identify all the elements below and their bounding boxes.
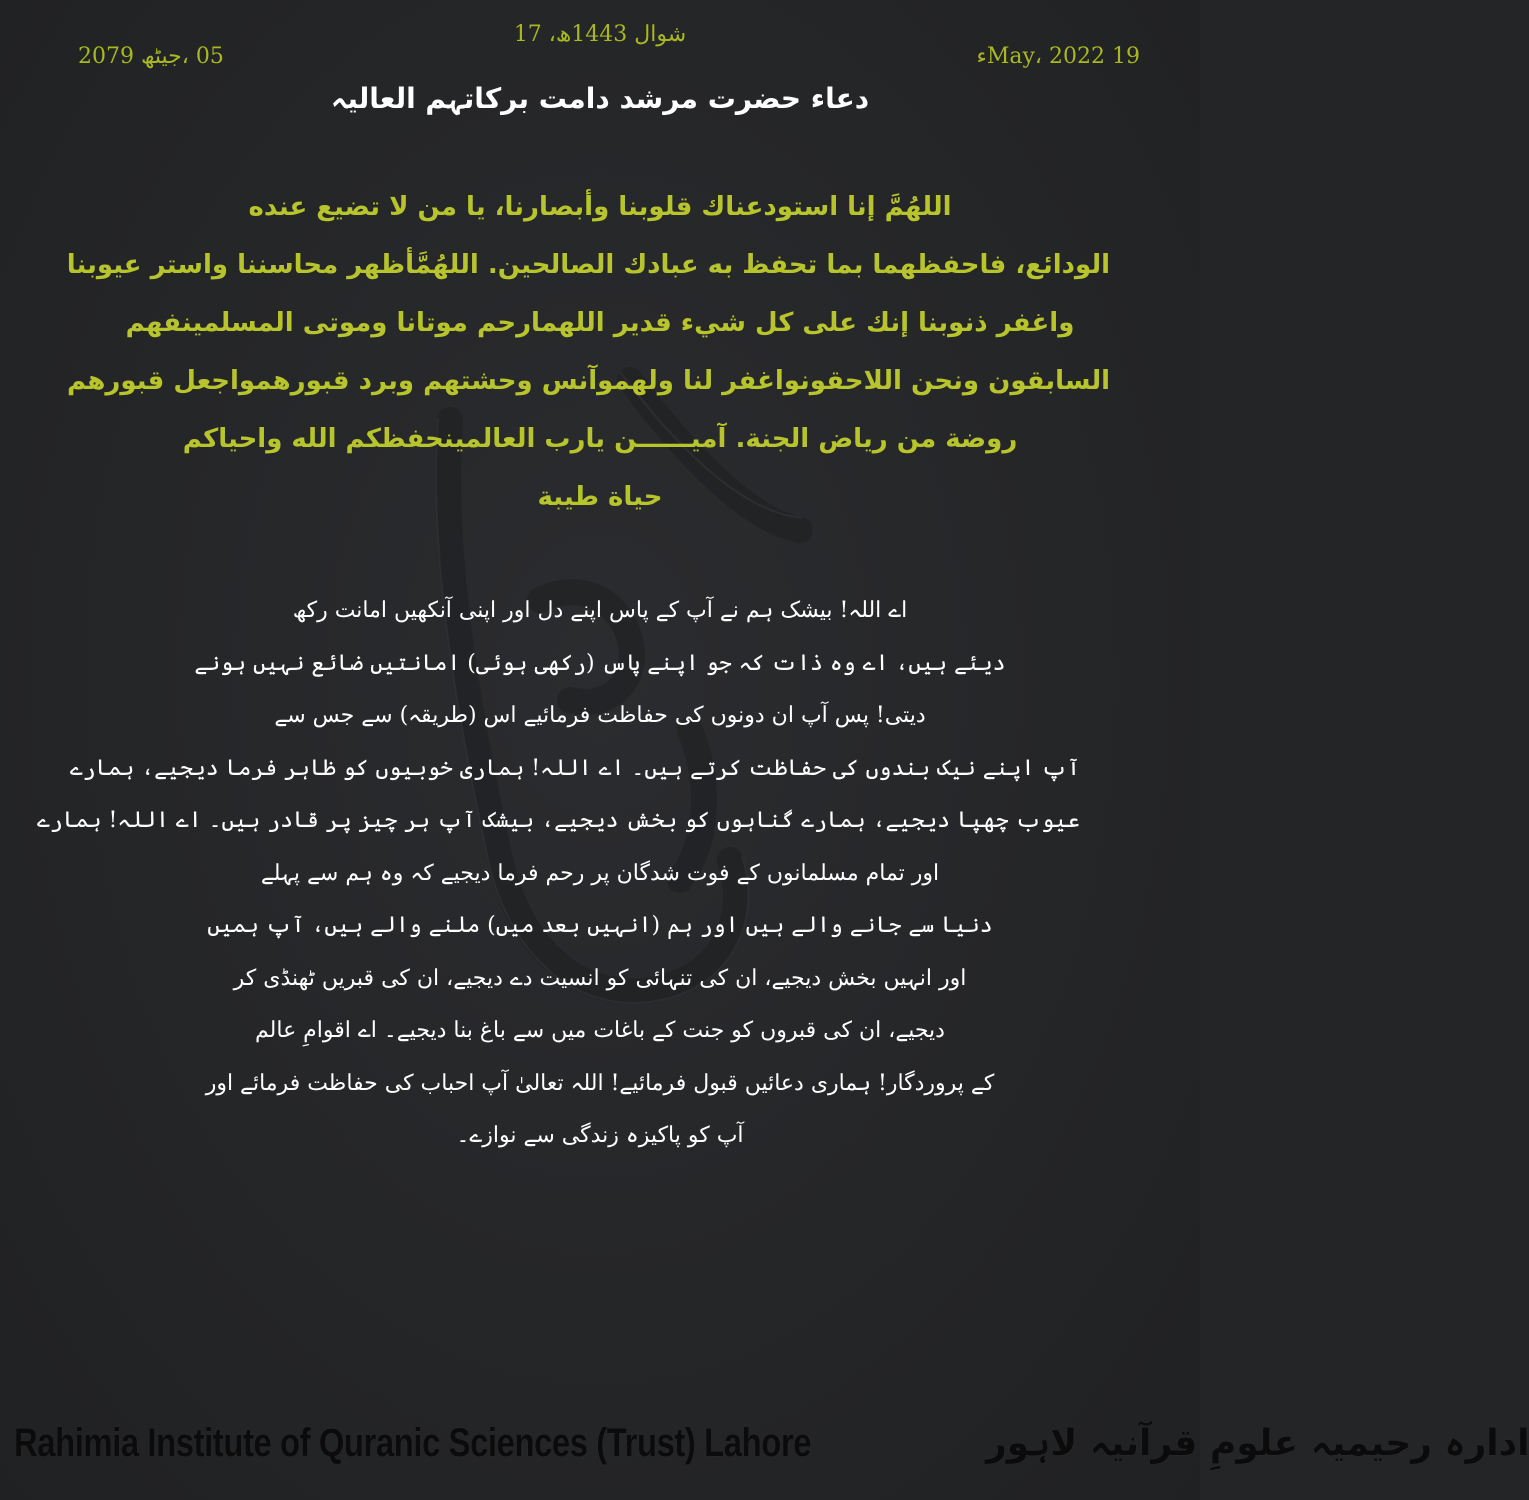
hijri-date: 17 ،شوال 1443ھ [513, 22, 687, 47]
vikrami-date: 05 ،جیٹھ 2079 [78, 44, 224, 69]
urdu-line: کے پروردگار! ہماری دعائیں قبول فرمائیے! اللہ تعالیٰ آپ احباب کی حفاظت فرمائے اور [205, 1070, 995, 1096]
urdu-line: اے اللہ! بیشک ہم نے آپ کے پاس اپنے دل اور اپنی آنکھیں امانت رکھ [292, 598, 908, 623]
arabic-line: روضة من رياض الجنة. آميــــــن يارب العالمينحفظكم الله واحياكم [182, 424, 1018, 454]
arabic-line: الودائع، فاحفظهما بما تحفظ به عبادك الصالحين. اللهُمَّأظهر محاسننا واستر عيوبنا [66, 250, 1110, 280]
arabic-line: حياة طيبة [537, 482, 663, 512]
urdu-line: اور انہیں بخش دیجیے، ان کی تنہائی کو انسیت دے دیجیے، ان کی قبریں ٹھنڈی کر [233, 965, 967, 991]
urdu-line: آپ اپنے نیک بندوں کی حفاظت کرتے ہیں۔ اے اللہ! ہماری خوبیوں کو ظاہر فرما دیجیے، ہمارے [69, 755, 1080, 781]
page-title: دعاء حضرت مرشد دامت برکاتہم العالیہ [330, 82, 870, 115]
arabic-line: السابقون ونحن اللاحقونواغفر لنا ولهموآنس وحشتهم وبرد قبورهمواجعل قبورهم [67, 366, 1110, 396]
urdu-translation [37, 585, 1080, 1163]
urdu-line: دیئے ہیں، اے وہ ذات کہ جو اپنے پاس (رکھی ہوئی) امانتیں ضائع نہیں ہونے [194, 650, 1006, 676]
urdu-line: اور تمام مسلمانوں کے فوت شدگان پر رحم فرما دیجیے کہ وہ ہم سے پہلے [260, 860, 940, 886]
urdu-line: آپ کو پاکیزہ زندگی سے نوازے۔ [456, 1123, 744, 1148]
arabic-prayer [66, 178, 1110, 526]
urdu-line: دیجیے، ان کی قبروں کو جنت کے باغات میں سے باغ بنا دیجیے۔ اے اقوامِ عالم [255, 1018, 945, 1043]
organization-logo: ادارہ رحیمیہ علومِ قرآنیہ لاہور [986, 1422, 1529, 1464]
urdu-line: دیتی! پس آپ ان دونوں کی حفاظت فرمائیے اس (طریقہ) سے جس سے [274, 703, 926, 728]
organization-name: Rahimia Institute of Quranic Sciences (Trust) Lahore [14, 1420, 812, 1465]
footer [14, 1408, 1529, 1478]
urdu-line: عیوب چھپا دیجیے، ہمارے گناہوں کو بخش دیجیے، بیشک آپ ہر چیز پر قادر ہیں۔ اے اللہ! ہمارے [37, 808, 1080, 833]
arabic-line: واغفر ذنوبنا إنك على كل شيء قدير اللهمارحم موتانا وموتى المسلمينفهم [125, 308, 1075, 338]
urdu-line: دنیا سے جانے والے ہیں اور ہم (انہیں بعد میں) ملنے والے ہیں، آپ ہمیں [207, 913, 993, 938]
arabic-line: اللهُمَّ إنا استودعناك قلوبنا وأبصارنا، يا من لا تضيع عنده [248, 192, 952, 222]
gregorian-date: 19 May، 2022ء [976, 44, 1140, 69]
